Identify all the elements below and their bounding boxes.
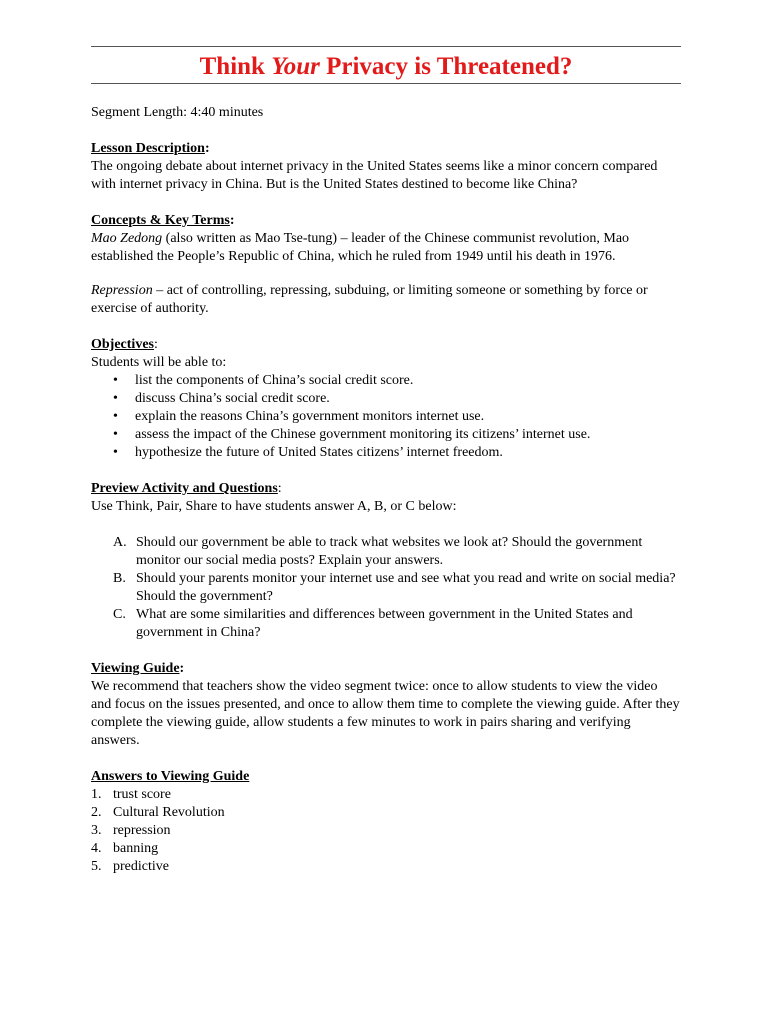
preview-heading-line <box>91 480 681 498</box>
lesson-heading: Lesson Description <box>91 141 205 156</box>
preview-questions <box>91 534 681 642</box>
concepts-heading-line <box>91 212 681 230</box>
answers-section <box>91 768 681 876</box>
answer-text: Cultural Revolution <box>113 805 225 820</box>
answer-text: repression <box>113 823 171 838</box>
objectives-section <box>91 336 681 462</box>
objectives-heading: Objectives <box>91 337 154 352</box>
concepts-heading-colon: : <box>229 213 235 228</box>
lesson-section <box>91 140 681 194</box>
answers-heading-line <box>91 768 681 786</box>
list-marker: 1. <box>91 787 102 802</box>
objectives-heading-line <box>91 336 681 354</box>
preview-intro: Use Think, Pair, Share to have students answer A, B, or C below: <box>91 499 457 514</box>
list-item: • hypothesize the future of United States citizens’ internet freedom. <box>113 444 681 462</box>
objectives-heading-colon: : <box>153 337 158 352</box>
preview-heading: Preview Activity and Questions <box>91 481 278 496</box>
page-title <box>91 52 681 82</box>
answers-list <box>91 786 681 876</box>
lesson-heading-colon: : <box>204 141 210 156</box>
concept-term-mao <box>91 230 681 266</box>
title-part-2: Privacy is Threatened? <box>319 53 573 80</box>
answers-heading: Answers to Viewing Guide <box>91 769 250 784</box>
list-marker: A. <box>113 535 127 550</box>
answer-text: banning <box>113 841 159 856</box>
term-definition: (also written as Mao Tse-tung) – leader of the Chinese communist revolution, Mao established the People’s Republic of China, which he ruled from 1949 until his death in 1976. <box>91 231 630 264</box>
title-emphasis: Your <box>271 53 320 80</box>
list-item <box>91 534 681 570</box>
question-text: What are some similarities and differences between government in the United States and government in China? <box>136 607 633 640</box>
lesson-text: The ongoing debate about internet privacy in the United States seems like a minor concern compared with internet privacy in China. But is the United States destined to become like China? <box>91 159 658 192</box>
list-item: • list the components of China’s social credit score. <box>113 372 681 390</box>
document-page <box>91 46 681 876</box>
objectives-list <box>91 372 681 462</box>
title-bottom-rule <box>91 83 681 84</box>
title-block <box>91 47 681 83</box>
concepts-heading: Concepts & Key Terms <box>91 213 230 228</box>
segment-length: Segment Length: 4:40 minutes <box>91 105 264 120</box>
viewing-text: We recommend that teachers show the video segment twice: once to allow students to view the video and focus on the issues presented, and once to allow them time to complete the viewing guide. After they complete the viewing guide, allow students a few minutes to work in pairs sharing and verifying answers. <box>91 679 680 748</box>
list-item: • explain the reasons China’s government monitors internet use. <box>113 408 681 426</box>
term-definition: – act of controlling, repressing, subduing, or limiting someone or something by force or exercise of authority. <box>91 283 648 316</box>
list-marker: C. <box>113 607 126 622</box>
list-marker: 4. <box>91 841 102 856</box>
objectives-intro: Students will be able to: <box>91 355 227 370</box>
list-item <box>91 822 681 840</box>
title-part-1: Think <box>199 53 272 80</box>
viewing-heading-line <box>91 660 681 678</box>
list-item: • discuss China’s social credit score. <box>113 390 681 408</box>
list-item <box>91 606 681 642</box>
concepts-section <box>91 212 681 318</box>
term-name: Mao Zedong <box>91 231 163 246</box>
preview-section <box>91 480 681 642</box>
list-marker: 3. <box>91 823 102 838</box>
list-marker: 5. <box>91 859 102 874</box>
list-item <box>91 786 681 804</box>
question-text: Should your parents monitor your internet use and see what you read and write on social media? Should the government? <box>136 571 676 604</box>
viewing-heading: Viewing Guide <box>91 661 180 676</box>
list-item <box>91 804 681 822</box>
answer-text: trust score <box>113 787 171 802</box>
question-text: Should our government be able to track what websites we look at? Should the government monitor our social media posts? Explain your answers. <box>136 535 643 568</box>
lesson-heading-line <box>91 140 681 158</box>
list-item <box>91 570 681 606</box>
concept-term-repression <box>91 282 681 318</box>
list-marker: 2. <box>91 805 102 820</box>
list-marker: B. <box>113 571 126 586</box>
term-name: Repression <box>91 283 153 298</box>
answer-text: predictive <box>113 859 169 874</box>
preview-heading-colon: : <box>277 481 282 496</box>
viewing-section <box>91 660 681 750</box>
list-item <box>91 840 681 858</box>
list-item <box>91 858 681 876</box>
viewing-heading-colon: : <box>179 661 185 676</box>
list-item: • assess the impact of the Chinese government monitoring its citizens’ internet use. <box>113 426 681 444</box>
